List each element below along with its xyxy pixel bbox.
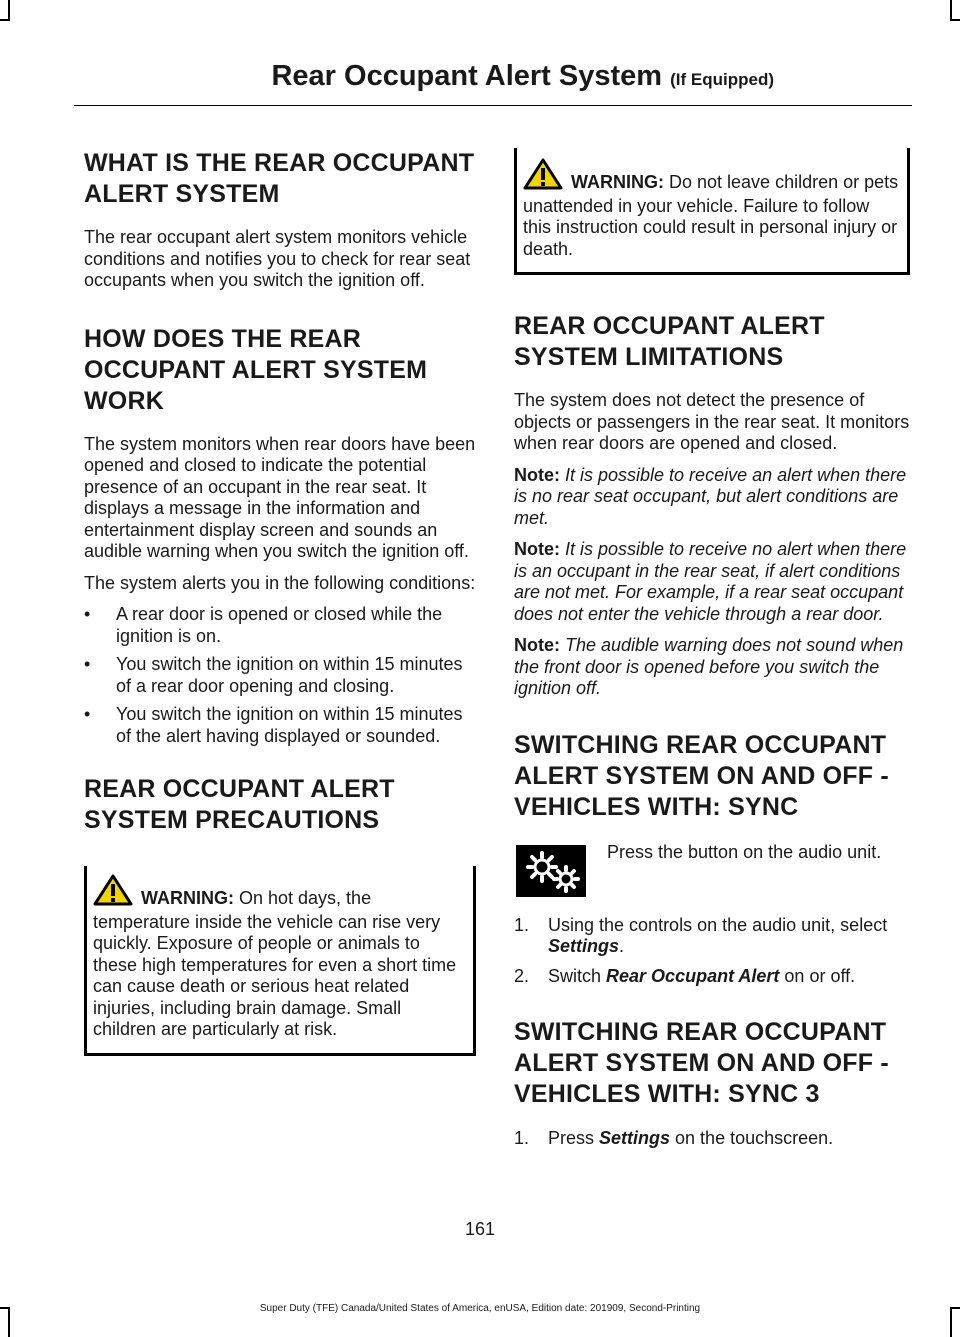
paragraph: The system alerts you in the following conditions:	[84, 572, 476, 593]
crop-mark	[950, 0, 952, 21]
page-number: 161	[464, 1219, 496, 1239]
note	[514, 539, 910, 625]
crop-mark	[0, 19, 10, 21]
step-number: 2.	[514, 965, 530, 986]
list-item	[84, 654, 476, 697]
paragraph: The rear occupant alert system monitors vehicle conditions and notifies you to check for rear seat occupants when you switch the ignition off.	[84, 227, 471, 290]
sync-steps	[514, 915, 910, 988]
crop-mark	[950, 19, 960, 21]
step-number: 1.	[514, 1128, 530, 1148]
warning-label: WARNING:	[141, 888, 234, 908]
paragraph: The system monitors when rear doors have been opened and closed to indicate the potential presence of an occupant in the rear seat. It displays a message in the information and entertainment display screen and sounds an audible warning when you switch the ignition off.	[84, 433, 476, 561]
warning-box	[84, 866, 476, 1056]
step-text: .	[619, 936, 625, 956]
step-emphasis: Rear Occupant Alert	[606, 965, 780, 986]
list-item-text: You switch the ignition on within 15 minutes of the alert having displayed or sounded.	[116, 704, 463, 746]
left-column	[84, 148, 476, 1056]
icon-caption: Press the button on the audio unit.	[607, 841, 882, 862]
note	[514, 635, 910, 700]
paragraph: The system does not detect the presence of objects or passengers in the rear seat. It monitors when rear doors are opened and closed.	[514, 390, 910, 453]
page-header	[271, 60, 774, 93]
note-text: It is possible to receive no alert when there is an occupant in the rear seat, if alert conditions are not met. For example, if a rear seat occupant does not enter the vehicle through a rear door.	[514, 539, 907, 624]
section-heading: SWITCHING REAR OCCUPANT ALERT SYSTEM ON AND OFF - VEHICLES WITH: SYNC	[514, 730, 889, 821]
step-text: Press	[548, 1128, 600, 1148]
bullet: •	[84, 604, 91, 624]
section-heading: WHAT IS THE REAR OCCUPANT ALERT SYSTEM	[84, 149, 475, 208]
header-title: Rear Occupant Alert System	[271, 60, 663, 92]
step-text: Switch	[548, 965, 607, 986]
list-item	[84, 704, 476, 747]
step-item	[514, 915, 910, 958]
condition-list	[84, 604, 476, 747]
step-item	[514, 966, 910, 988]
warning-text: Do not leave children or pets unattended in your vehicle. Failure to follow this instruction could result in personal injury or death.	[523, 172, 899, 259]
header-subtitle: (If Equipped)	[670, 70, 774, 89]
warning-triangle-icon	[93, 874, 133, 912]
note-label: Note:	[514, 539, 560, 559]
step-text: on or off.	[779, 965, 856, 986]
settings-gears-icon	[516, 845, 586, 897]
section-heading: HOW DOES THE REAR OCCUPANT ALERT SYSTEM WORK	[84, 324, 428, 415]
note-label: Note:	[514, 464, 560, 485]
note-text: It is possible to receive an alert when there is no rear seat occupant, but alert conditions are met.	[514, 464, 907, 528]
settings-button-row	[514, 841, 910, 897]
right-column	[514, 148, 910, 1158]
step-text: Using the controls on the audio unit, select	[548, 914, 888, 935]
crop-mark	[8, 0, 10, 21]
header-divider	[74, 105, 912, 106]
note-text: The audible warning does not sound when the front door is opened before you switch the ignition off.	[514, 635, 904, 698]
step-text: on the touchscreen.	[670, 1128, 834, 1148]
page-footer: Super Duty (TFE) Canada/United States of America, enUSA, Edition date: 201909, Second-Printing	[259, 1303, 701, 1314]
list-item-text: You switch the ignition on within 15 minutes of a rear door opening and closing.	[116, 654, 463, 696]
warning-box	[514, 148, 910, 275]
list-item-text: A rear door is opened or closed while the ignition is on.	[116, 604, 443, 646]
note-label: Note:	[514, 635, 560, 655]
step-emphasis: Settings	[548, 936, 620, 956]
bullet: •	[84, 704, 91, 724]
note	[514, 465, 910, 530]
step-number: 1.	[514, 914, 530, 935]
warning-text: On hot days, the temperature inside the vehicle can rise very quickly. Exposure of people or animals to these high temperatures for even a short time can cause death or serious heat related injuries, including brain damage. Small children are particularly at risk.	[93, 888, 457, 1039]
section-heading: REAR OCCUPANT ALERT SYSTEM LIMITATIONS	[514, 312, 825, 371]
section-heading: SWITCHING REAR OCCUPANT ALERT SYSTEM ON AND OFF - VEHICLES WITH: SYNC 3	[514, 1018, 889, 1108]
warning-label: WARNING:	[571, 172, 664, 192]
step-emphasis: Settings	[599, 1128, 671, 1148]
warning-triangle-icon	[523, 158, 563, 196]
sync3-steps	[514, 1128, 910, 1150]
section-heading: REAR OCCUPANT ALERT SYSTEM PRECAUTIONS	[84, 775, 395, 834]
bullet: •	[84, 654, 91, 674]
step-item	[514, 1128, 910, 1150]
list-item	[84, 604, 476, 647]
